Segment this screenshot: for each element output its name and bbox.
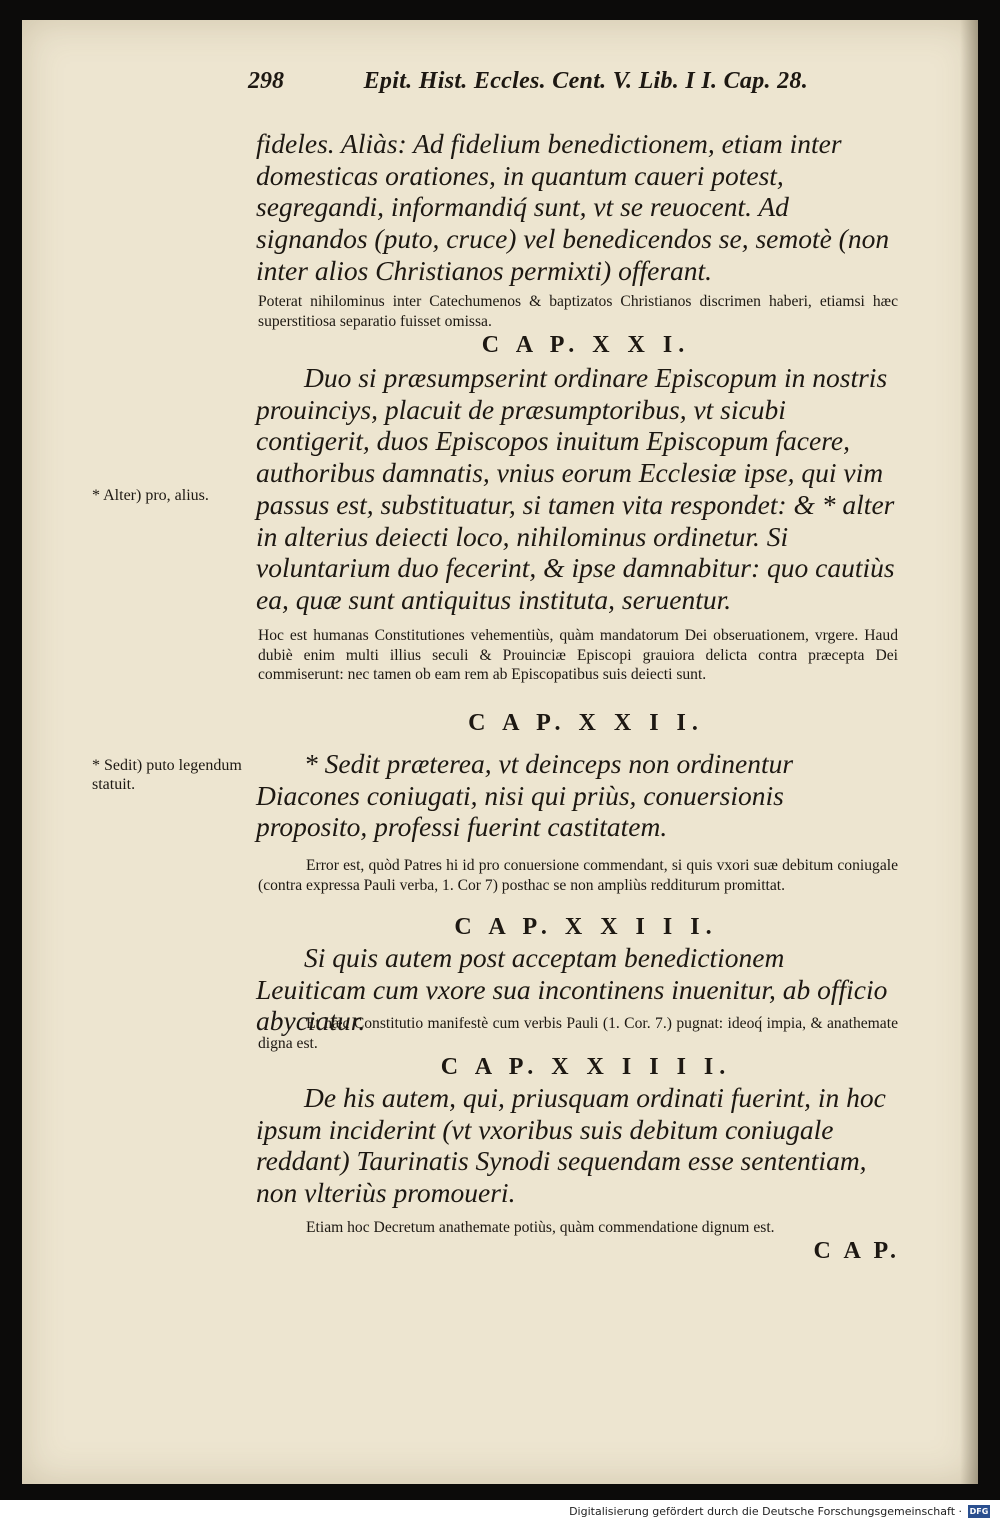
main-text-cap24: De his autem, qui, priusquam ordinati fuerint, in hoc ipsum inciderint (vt vxoribus suis debitum coniugale reddant) Taurinatis Synodi sequendam esse sententiam, non vlteriùs promoueri.: [256, 1082, 886, 1209]
chapter-heading-23: C A P. X X I I I.: [454, 914, 718, 940]
page-number: 298: [248, 68, 284, 94]
digitization-credit: [569, 1502, 990, 1520]
marginal-note-alter: * Alter) pro, alius.: [92, 487, 209, 504]
commentary-note-1: Poterat nihilominus inter Catechumenos & baptizatos Christianos discrimen haberi, etiamsi hæc superstitiosa separatio fuisset omissa.: [258, 293, 898, 330]
main-text-cap21: Duo si præsumpserint ordinare Episcopum in nostris prouinciys, placuit de præsumptoribus, vt sicubi contigerit, duos Episcopos inuitum Episcopum facere, authoribus damnatis, vnius eorum Ecclesiæ ipse, qui vim passus est, substituatur, si tamen vita respondet: & * alter in alterius deiecti loco, nihilominus ordinetur. Si voluntarium duo fecerint, & ipse damnabitur: quo cautiùs ea, quæ sunt antiquitus instituta, seruentur.: [256, 362, 895, 615]
main-text-cap22: * Sedit præterea, vt deinceps non ordinentur Diacones coniugati, nisi qui priùs, conuersionis proposito, professi fuerint castitatem.: [256, 748, 794, 843]
credit-text: Digitalisierung gefördert durch die Deutsche Forschungsgemeinschaft ·: [569, 1504, 962, 1518]
commentary-note-2: Hoc est humanas Constitutiones vehementiùs, quàm mandatorum Dei obseruationem, vrgere. Haud dubiè enim multi illius seculi & Prouinciæ Episcopi grauiora delicta contra præcepta Dei commiserunt: nec tamen ob eam rem ab Episcopatibus suis deiecti sunt.: [258, 627, 898, 683]
main-text-cap23: Si quis autem post acceptam benedictionem Leuiticam cum vxore sua incontinens inuenitur, ab officio abyciatur.: [256, 942, 888, 1037]
page-gutter-shadow: [960, 20, 978, 1484]
main-text-top: fideles. Aliàs: Ad fidelium benedictionem, etiam inter domesticas orationes, in quantum caueri potest, segregandi, informandiq́ sunt, vt se reuocent. Ad signandos (puto, cruce) vel benedicendos se, semotè (non inter alios Christianos permixti) offerant.: [256, 128, 890, 286]
chapter-heading-24: C A P. X X I I I I.: [440, 1054, 732, 1080]
commentary-note-5: Etiam hoc Decretum anathemate potiùs, quàm commendatione dignum est.: [306, 1219, 775, 1236]
catchword: C A P.: [813, 1238, 900, 1264]
chapter-heading-22: C A P. X X I I.: [468, 710, 704, 736]
chapter-heading-21: C A P. X X I.: [481, 332, 691, 358]
commentary-note-4: Et hæc Constitutio manifestè cum verbis Pauli (1. Cor. 7.) pugnat: ideoq́ impia, & anathemate digna est.: [258, 1015, 898, 1052]
marginal-note-sedit: * Sedit) puto legendum statuit.: [92, 757, 242, 793]
running-title: Epit. Hist. Eccles. Cent. V. Lib. I I. Cap. 28.: [363, 68, 808, 94]
running-header: [248, 68, 808, 95]
commentary-note-3: Error est, quòd Patres hi id pro conuersione commendant, si quis vxori suæ debitum coniugale (contra expressa Pauli verba, 1. Cor 7) posthac se non ampliùs redditurum promittat.: [258, 857, 898, 894]
dfg-logo-icon: DFG: [969, 1506, 989, 1516]
